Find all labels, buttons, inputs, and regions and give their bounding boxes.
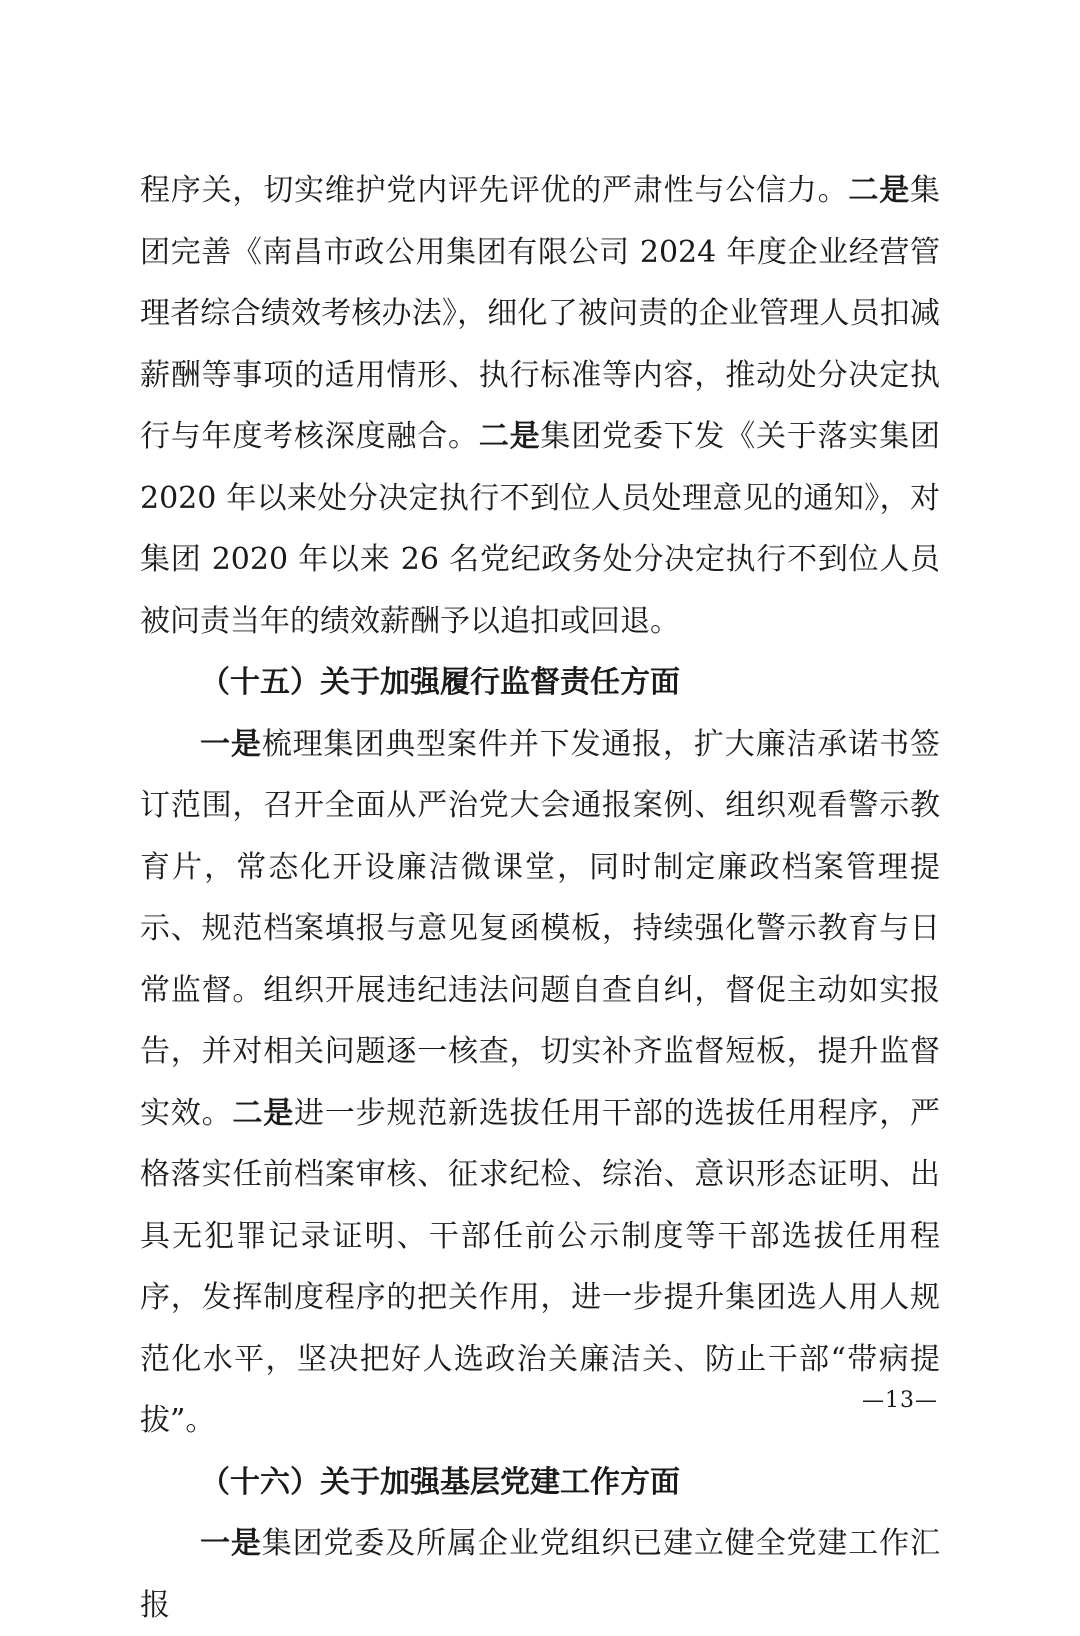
page-number: —13—: [862, 1388, 938, 1413]
bold-lead: 二是: [848, 173, 911, 208]
bold-lead: 二是: [478, 419, 541, 454]
paragraph-text: 集团党委下发《关于落实集团 2020 年以来处分决定执行不到位人员处理意见的通知》，对集团 2020 年以来 26 名党纪政务处分决定执行不到位人员被问责当年的绩效薪酬予以追扣或回退。: [140, 419, 941, 639]
paragraph-text: 进一步规范新选拔任用干部的选拔任用程序，严格落实任前档案审核、征求纪检、综治、意识形态证明、出具无犯罪记录证明、干部任前公示制度等干部选拔任用程序，发挥制度程序的把关作用，进一步提升集团选人用人规范化水平，坚决把好人选政治关廉洁关、防止干部“带病提拔”。: [140, 1095, 941, 1438]
paragraph-text: 集团完善《南昌市政公用集团有限公司 2024 年度企业经营管理者综合绩效考核办法》，细化了被问责的企业管理人员扣减薪酬等事项的适用情形、执行标准等内容，推动处分决定执行与年度考核深度融合。: [140, 173, 941, 454]
paragraph: [140, 1513, 940, 1636]
paragraph-text: 集团党委及所属企业党组织已建立健全党建工作汇报: [140, 1526, 941, 1623]
document-body: [140, 160, 940, 1636]
bold-lead: 二是: [232, 1095, 295, 1131]
section-heading-16: （十六）关于加强基层党建工作方面: [200, 1464, 680, 1500]
bold-lead: 一是: [200, 726, 262, 762]
paragraph: [140, 160, 940, 652]
paragraph: [140, 714, 940, 1452]
section-heading-15: （十五）关于加强履行监督责任方面: [200, 665, 680, 700]
paragraph-text: 梳理集团典型案件并下发通报，扩大廉洁承诺书签订范围，召开全面从严治党大会通报案例、组织观看警示教育片，常态化开设廉洁微课堂，同时制定廉政档案管理提示、规范档案填报与意见复函模板，持续强化警示教育与日常监督。组织开展违纪违法问题自查自纠，督促主动如实报告，并对相关问题逐一核查，切实补齐监督短板，提升监督实效。: [140, 726, 941, 1131]
bold-lead: 一是: [200, 1526, 262, 1561]
paragraph-text: 程序关，切实维护党内评先评优的严肃性与公信力。: [140, 173, 849, 208]
